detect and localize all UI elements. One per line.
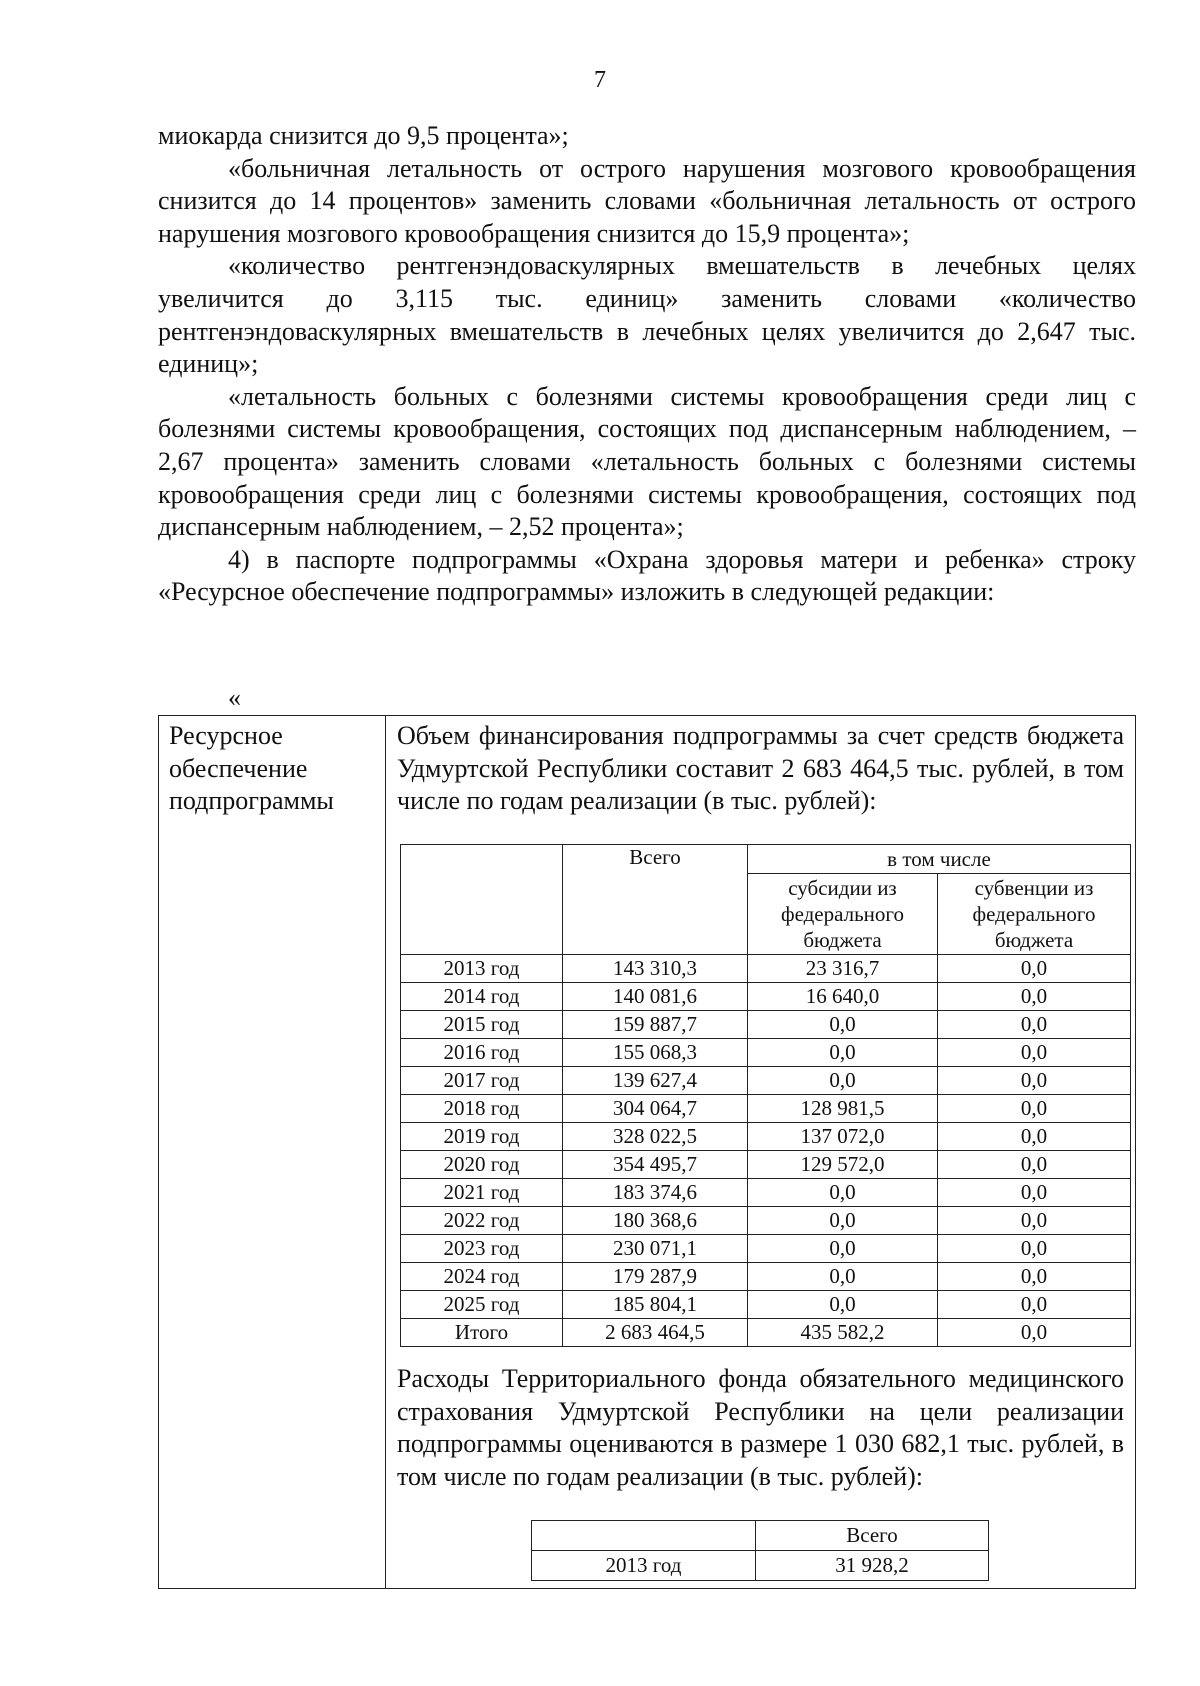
year-cell: Итого [401, 1319, 563, 1347]
subventions-cell: 0,0 [938, 1291, 1131, 1319]
year-cell: 2021 год [401, 1179, 563, 1207]
tfoms-text: Расходы Территориального фонда обязательного медицинского страхования Удмуртской Республики на цели реализации подпрограммы оцениваются в размере 1 030 682,1 тыс. рублей, в том числе по годам реализации (в тыс. рублей): [397, 1364, 1124, 1491]
paragraph: «количество рентгенэндоваскулярных вмешательств в лечебных целях увеличится до 3,115 тыс. единиц» заменить словами «количество рентгенэндоваскулярных вмешательств в лечебных целях увеличится до 2,647 тыс. единиц»; [158, 251, 1136, 379]
financing-table [400, 844, 1131, 1347]
year-cell: 2013 год [401, 955, 563, 983]
subventions-cell: 0,0 [938, 955, 1131, 983]
table-row [401, 1235, 1131, 1263]
year-cell: 2018 год [401, 1095, 563, 1123]
year-cell: 2014 год [401, 983, 563, 1011]
subsidies-cell: 0,0 [748, 1011, 938, 1039]
table-row [401, 1263, 1131, 1291]
subsidies-cell: 0,0 [748, 1067, 938, 1095]
column-divider [385, 716, 386, 1588]
header-year-cell [401, 845, 563, 955]
table-row [401, 1011, 1131, 1039]
table-row [401, 983, 1131, 1011]
total-cell: 183 374,6 [563, 1179, 748, 1207]
total-cell: 2 683 464,5 [563, 1319, 748, 1347]
subsidies-cell: 16 640,0 [748, 983, 938, 1011]
year-cell: 2013 год [532, 1551, 756, 1581]
subsidies-cell: 0,0 [748, 1263, 938, 1291]
table-row [401, 1291, 1131, 1319]
subsidies-cell: 435 582,2 [748, 1319, 938, 1347]
table-row [401, 1123, 1131, 1151]
total-cell: 185 804,1 [563, 1291, 748, 1319]
header-total: Всего [563, 845, 748, 955]
subventions-cell: 0,0 [938, 1263, 1131, 1291]
subsidies-cell: 0,0 [748, 1039, 938, 1067]
subsidies-cell: 0,0 [748, 1207, 938, 1235]
table-row [401, 1067, 1131, 1095]
total-row [401, 1319, 1131, 1347]
subventions-cell: 0,0 [938, 1235, 1131, 1263]
financing-description [397, 720, 1124, 818]
subventions-cell: 0,0 [938, 1207, 1131, 1235]
total-cell: 143 310,3 [563, 955, 748, 983]
table-row [401, 1095, 1131, 1123]
table-header-row [532, 1521, 989, 1551]
subventions-cell: 0,0 [938, 1151, 1131, 1179]
year-cell: 2023 год [401, 1235, 563, 1263]
resource-table [158, 715, 1136, 1589]
total-cell: 179 287,9 [563, 1263, 748, 1291]
total-cell: 304 064,7 [563, 1095, 748, 1123]
total-cell: 230 071,1 [563, 1235, 748, 1263]
subsidies-cell: 0,0 [748, 1179, 938, 1207]
year-cell: 2025 год [401, 1291, 563, 1319]
table-row [401, 1179, 1131, 1207]
subventions-cell: 0,0 [938, 1319, 1131, 1347]
paragraph: «летальность больных с болезнями системы кровообращения среди лиц с болезнями системы кровообращения, состоящих под диспансерным наблюдением, – 2,67 процента» заменить словами «летальность больных с болезнями системы кровообращения среди лиц с болезнями системы кровообращения, состоящих под диспансерным наблюдением, – 2,52 процента»; [158, 381, 1136, 542]
total-cell: 139 627,4 [563, 1067, 748, 1095]
subsidies-cell: 137 072,0 [748, 1123, 938, 1151]
subventions-cell: 0,0 [938, 1095, 1131, 1123]
total-cell: 354 495,7 [563, 1151, 748, 1179]
subventions-cell: 0,0 [938, 1179, 1131, 1207]
table-row [532, 1551, 989, 1581]
total-cell: 140 081,6 [563, 983, 748, 1011]
header-subventions: субвенции из федерального бюджета [938, 874, 1131, 955]
table-row [401, 1039, 1131, 1067]
row-label-cell [169, 720, 379, 818]
row-label-line: Ресурсное [169, 721, 283, 750]
year-cell: 2024 год [401, 1263, 563, 1291]
tfoms-table [531, 1520, 989, 1581]
row-label-line: обеспечение [169, 753, 308, 783]
subsidies-cell: 129 572,0 [748, 1151, 938, 1179]
body-text [158, 120, 1136, 609]
total-cell: 328 022,5 [563, 1123, 748, 1151]
financing-text: Объем финансирования подпрограммы за счет средств бюджета Удмуртской Республики составит 2 683 464,5 тыс. рублей, в том числе по годам реализации (в тыс. рублей): [397, 721, 1124, 816]
subsidies-cell: 0,0 [748, 1291, 938, 1319]
year-cell: 2017 год [401, 1067, 563, 1095]
paragraph: «больничная летальность от острого нарушения мозгового кровообращения снизится до 14 процентов» заменить словами «больничная летальность от острого нарушения мозгового кровообращения снизится до 15,9 процента»; [158, 153, 1136, 248]
paragraph: 4) в паспорте подпрограммы «Охрана здоровья матери и ребенка» строку «Ресурсное обеспечение подпрограммы» изложить в следующей редакции: [158, 544, 1136, 607]
table-header-row [401, 845, 1131, 874]
year-cell: 2015 год [401, 1011, 563, 1039]
year-cell: 2022 год [401, 1207, 563, 1235]
subventions-cell: 0,0 [938, 1011, 1131, 1039]
year-cell: 2019 год [401, 1123, 563, 1151]
subsidies-cell: 0,0 [748, 1235, 938, 1263]
tfoms-description [397, 1363, 1124, 1493]
header-total: Всего [756, 1521, 989, 1551]
table-row [401, 955, 1131, 983]
total-cell: 155 068,3 [563, 1039, 748, 1067]
header-year-cell [532, 1521, 756, 1551]
subsidies-cell: 23 316,7 [748, 955, 938, 983]
opening-quote: « [228, 683, 241, 712]
total-cell: 159 887,7 [563, 1011, 748, 1039]
subventions-cell: 0,0 [938, 1039, 1131, 1067]
subventions-cell: 0,0 [938, 1067, 1131, 1095]
year-cell: 2016 год [401, 1039, 563, 1067]
page-number: 7 [594, 67, 606, 93]
table-row [401, 1207, 1131, 1235]
header-subsidies: субсидии из федерального бюджета [748, 874, 938, 955]
row-label-line: подпрограммы [169, 786, 334, 816]
table-row [401, 1151, 1131, 1179]
subventions-cell: 0,0 [938, 1123, 1131, 1151]
paragraph: миокарда снизится до 9,5 процента»; [158, 121, 569, 150]
subsidies-cell: 128 981,5 [748, 1095, 938, 1123]
total-cell: 180 368,6 [563, 1207, 748, 1235]
header-including: в том числе [748, 845, 1131, 874]
year-cell: 2020 год [401, 1151, 563, 1179]
subventions-cell: 0,0 [938, 983, 1131, 1011]
total-cell: 31 928,2 [756, 1551, 989, 1581]
